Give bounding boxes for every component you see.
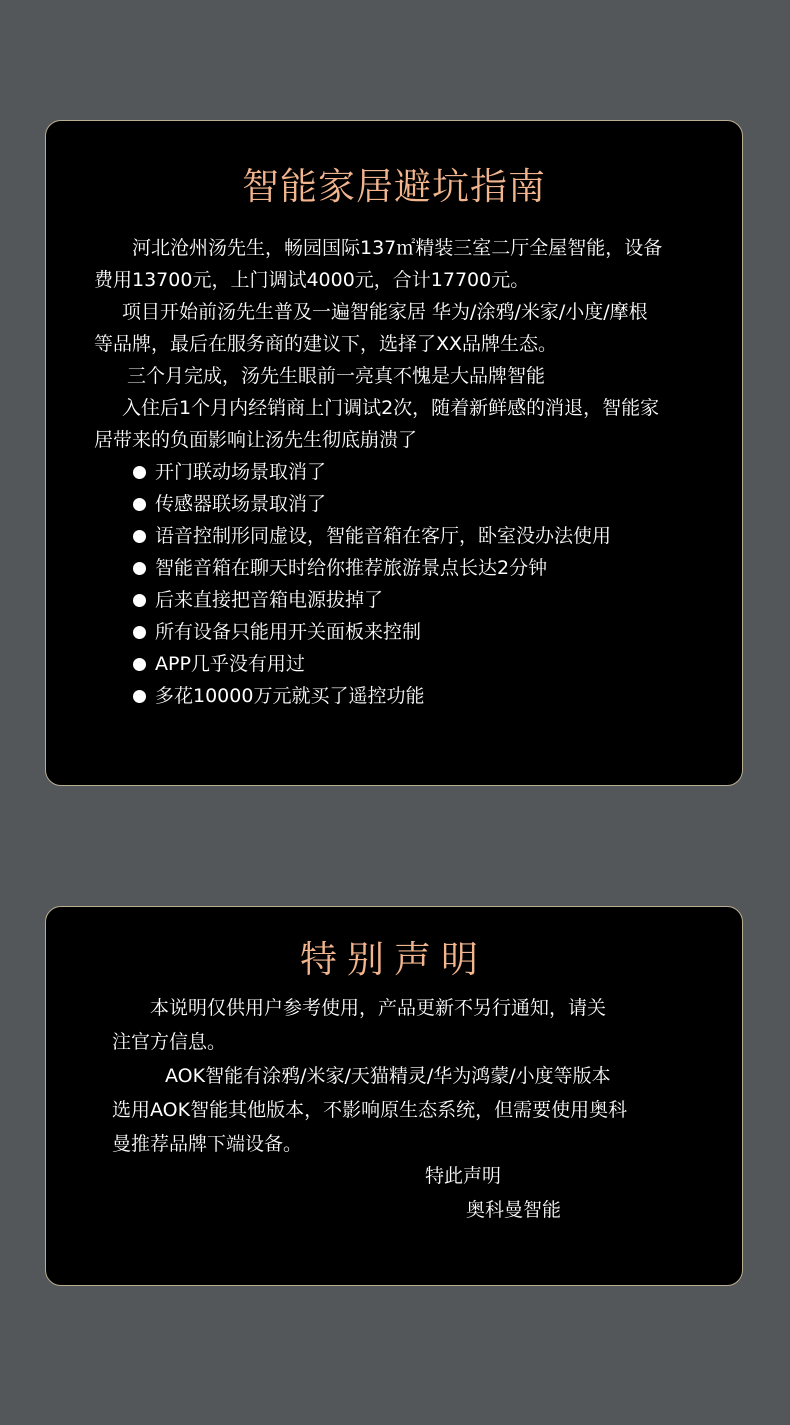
bullet-text: 多花10000万元就买了遥控功能 [155,685,425,707]
guide-card [45,120,743,786]
bullet-item [133,683,424,709]
bullet-text: 开门联动场景取消了 [155,461,327,483]
guide-paragraph-1-line-2: 费用13700元，上门调试4000元，合计17700元。 [94,269,530,291]
bullet-dot-icon [133,498,146,511]
bullet-text: APP几乎没有用过 [155,653,305,675]
bullet-dot-icon [133,658,146,671]
statement-card [45,906,743,1286]
bullet-dot-icon [133,626,146,639]
bullet-text: 语音控制形同虚设，智能音箱在客厅，卧室没办法使用 [155,525,612,547]
bullet-item [133,619,421,645]
bullet-text: 智能音箱在聊天时给你推荐旅游景点长达2分钟 [155,557,548,579]
bullet-item [133,651,305,677]
guide-paragraph-2-line-1: 项目开始前汤先生普及一遍智能家居 华为/涂鸦/米家/小度/摩根 [122,301,648,323]
bullet-dot-icon [133,690,146,703]
statement-sign-line-1: 特此声明 [425,1165,502,1187]
statement-sign-line-2: 奥科曼智能 [466,1199,562,1221]
statement-title: 特别声明 [300,938,488,981]
guide-paragraph-2-line-2: 等品牌，最后在服务商的建议下，选择了XX品牌生态。 [94,333,558,355]
bullet-text: 后来直接把音箱电源拔掉了 [155,589,384,611]
guide-paragraph-1-line-1: 河北沧州汤先生，畅园国际137㎡精装三室二厅全屋智能，设备 [132,237,663,259]
bullet-dot-icon [133,594,146,607]
statement-paragraph-1-line-2: 注官方信息。 [112,1031,227,1053]
bullet-dot-icon [133,530,146,543]
statement-paragraph-2-line-2: 选用AOK智能其他版本，不影响原生态系统，但需要使用奥科 [112,1099,628,1121]
guide-paragraph-3: 三个月完成，汤先生眼前一亮真不愧是大品牌智能 [127,365,546,387]
bullet-text: 传感器联场景取消了 [155,493,327,515]
statement-paragraph-2-line-1: AOK智能有涂鸦/米家/天猫精灵/华为鸿蒙/小度等版本 [165,1065,611,1087]
bullet-item [133,523,611,549]
guide-paragraph-4-line-2: 居带来的负面影响让汤先生彻底崩溃了 [94,429,418,451]
statement-paragraph-2-line-3: 曼推荐品牌下端设备。 [112,1133,303,1155]
bullet-text: 所有设备只能用开关面板来控制 [155,621,422,643]
statement-paragraph-1-line-1: 本说明仅供用户参考使用，产品更新不另行通知，请关 [150,997,607,1019]
guide-paragraph-4-line-1: 入住后1个月内经销商上门调试2次，随着新鲜感的消退，智能家 [122,397,660,419]
bullet-item [133,491,326,517]
bullet-dot-icon [133,466,146,479]
bullet-item [133,459,326,485]
bullet-dot-icon [133,562,146,575]
bullet-item [133,587,383,613]
guide-title: 智能家居避坑指南 [242,165,546,208]
bullet-item [133,555,547,581]
